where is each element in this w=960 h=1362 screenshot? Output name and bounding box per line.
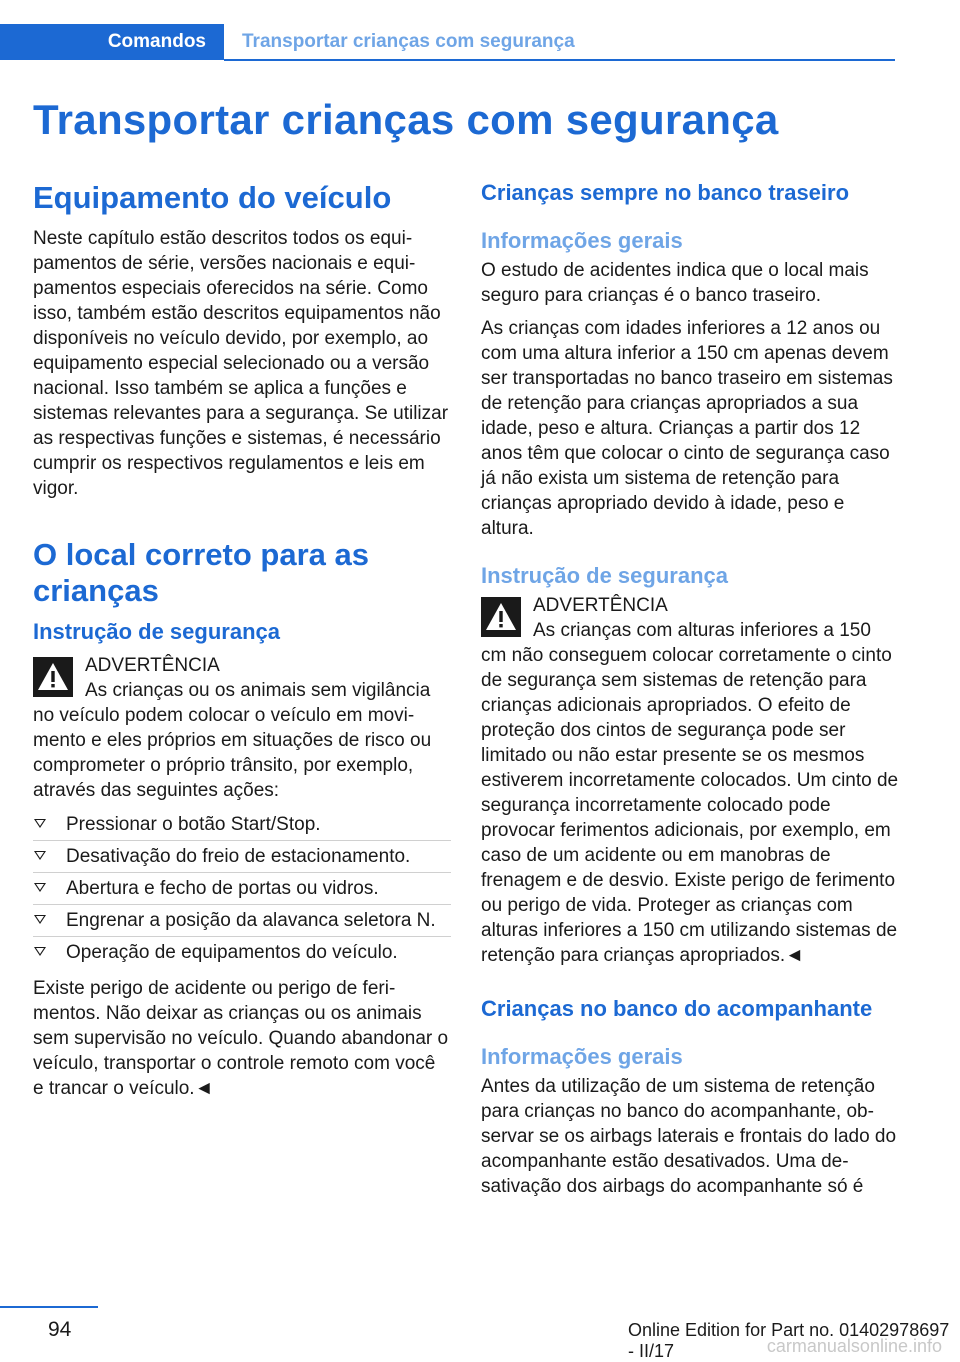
rear-seat-paragraph-2: As crianças com idades inferiores a 12 anos ou com uma altura inferior a 150 cm apenas devem ser transportadas no banco traseiro em sistemas de retenção para crianças apropriados a sua idade, peso e altura. Crianças a partir dos 12 anos têm que colocar o cinto de segurança caso já não exista um sistema de retenção para crianças apropriado devido à idade, peso e altura. bbox=[481, 318, 893, 539]
warning-title: ADVERTÊNCIA bbox=[85, 655, 220, 676]
page-title: Transportar crianças com segurança bbox=[33, 96, 779, 143]
breadcrumb[interactable]: Transportar crianças com segurança bbox=[242, 31, 575, 52]
warning-text: As crianças com alturas inferiores a 150 cm não conseguem colocar corretamente o cinto de segurança sem sistemas de retenção para crianças adicionais apropriados. O efeito de proteção dos cintos de segurança pode ser limitado ou não estar presente se os mesmos estiverem incorretamente colocados. Um cinto de segurança incorretamente colocado pode provocar ferimentos adicionais, por exemplo, em caso de um acidente ou em manobras de frenagem e de desvio. Existe perigo de ferimento ou perigo de vida. Proteger as crianças com alturas inferiores a 150 cm utilizando sistemas de retenção para crianças apropriados.◄ bbox=[481, 620, 899, 966]
section-heading-rear-seat: Crianças sempre no banco traseiro bbox=[481, 180, 850, 205]
bullet-triangle-icon bbox=[34, 819, 46, 828]
subheading-safety-instruction: Instrução de segurança bbox=[33, 619, 280, 644]
watermark: carmanualsonline.info bbox=[766, 1336, 942, 1356]
page-header bbox=[0, 24, 895, 62]
bullet-triangle-icon bbox=[34, 883, 46, 892]
list-item: Operação de equipamentos do veículo. bbox=[33, 937, 451, 968]
header-divider bbox=[224, 59, 895, 61]
edition-label: Online Edition for Part no. 01402978697 - II/17 bbox=[628, 1320, 950, 1361]
left-column bbox=[33, 180, 451, 1109]
list-item: Engrenar a posição da alavanca seletora N. bbox=[33, 905, 451, 937]
warning-triangle-icon bbox=[481, 597, 521, 637]
action-list bbox=[33, 809, 451, 968]
page-number: 94 bbox=[48, 1318, 72, 1341]
equipment-paragraph: Neste capítulo estão descritos todos os equipamentos de série, versões nacionais e equipamentos especiais oferecidos na série. Como isso, também estão descritos equipamentos não disponíveis no veículo devido, por exemplo, ao equipamento especial selecionado ou a versão nacional. Isso também se aplica a funções e sistemas relevantes para a segurança. Se utilizar as respectivas funções e sistemas, é necessário cumprir os respectivos regulamentos e leis em vigor. bbox=[33, 228, 449, 499]
bullet-triangle-icon bbox=[34, 851, 46, 860]
list-item: Abertura e fecho de portas ou vidros. bbox=[33, 873, 451, 905]
list-item: Pressionar o botão Start/Stop. bbox=[33, 809, 451, 841]
list-item: Desativação do freio de estacionamento. bbox=[33, 841, 451, 873]
section-heading-equipment: Equipamento do veículo bbox=[33, 180, 392, 215]
warning-triangle-icon bbox=[33, 657, 73, 697]
passenger-seat-paragraph: Antes da utilização de um sistema de retenção para crianças no banco do acompanhante, observar se os airbags laterais e frontais do lado do acompanhante estão desativados. Uma desativação dos airbags do acompanhante só é bbox=[481, 1076, 897, 1197]
footer-divider bbox=[0, 1306, 98, 1308]
bullet-triangle-icon bbox=[34, 947, 46, 956]
chapter-tab[interactable]: Comandos bbox=[0, 24, 224, 60]
rear-seat-paragraph-1: O estudo de acidentes indica que o local mais seguro para crianças é o banco traseiro. bbox=[481, 260, 869, 306]
section-heading-correct-place: O local correto para as crianças bbox=[33, 537, 369, 608]
warning-text: As crianças ou os animais sem vigilância no veículo podem colocar o veículo em movimento e eles próprios em situações de risco ou comprometer o próprio trânsito, por exemplo, através das seguintes ações: bbox=[33, 680, 432, 801]
warning-block bbox=[33, 653, 451, 803]
subheading-general-info-2: Informações gerais bbox=[481, 1044, 683, 1069]
warning-block-right bbox=[481, 593, 899, 968]
subheading-general-info: Informações gerais bbox=[481, 228, 683, 253]
after-list-paragraph: Existe perigo de acidente ou perigo de ferimentos. Não deixar as crianças ou os animais sem supervisão no veículo. Quando abandonar o veículo, transportar o controle remoto com você e trancar o veículo.◄ bbox=[33, 978, 449, 1099]
warning-title: ADVERTÊNCIA bbox=[533, 595, 668, 616]
section-heading-passenger-seat: Crianças no banco do acompanhante bbox=[481, 996, 873, 1021]
subheading-safety-instruction-right: Instrução de segurança bbox=[481, 563, 728, 588]
right-column bbox=[481, 180, 899, 1207]
bullet-triangle-icon bbox=[34, 915, 46, 924]
